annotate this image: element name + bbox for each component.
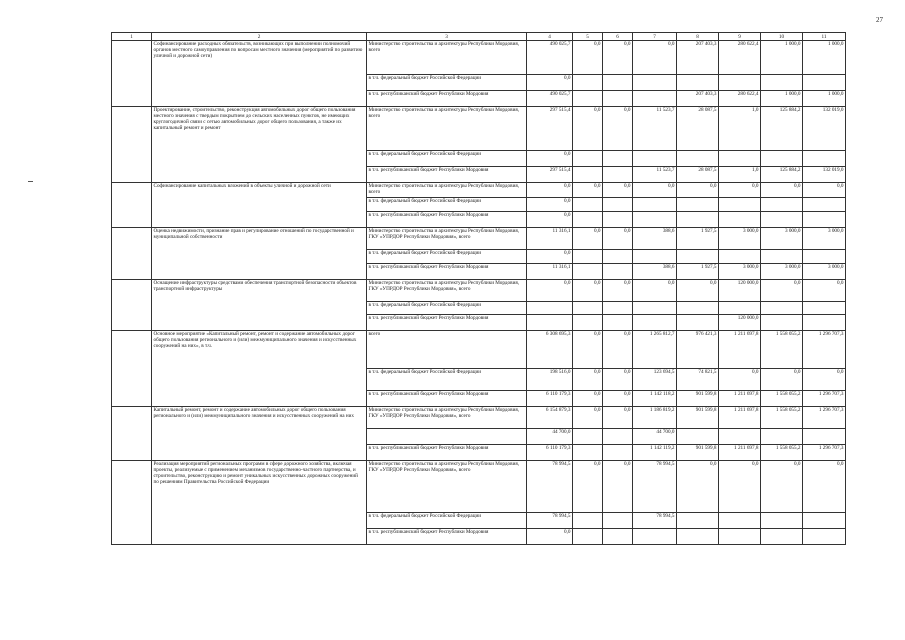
amount-cell — [677, 302, 719, 315]
amount-cell — [573, 75, 603, 91]
amount-cell: 1 000,0 — [803, 91, 846, 107]
amount-cell — [803, 151, 846, 167]
amount-cell: 297 515,4 — [527, 107, 573, 151]
funding-source: в т.ч. республиканский бюджет Республики Мордовия — [367, 445, 527, 461]
amount-cell: 28 087,5 — [677, 167, 719, 183]
column-number: 4 — [527, 33, 573, 41]
amount-cell: 28 087,5 — [677, 107, 719, 151]
amount-cell: 1 296 707,3 — [803, 407, 846, 429]
funding-source: в т.ч. республиканский бюджет Республики Мордовия — [367, 391, 527, 407]
amount-cell — [603, 75, 633, 91]
amount-cell: 78 994,5 — [633, 461, 677, 513]
funding-source: Министерство строительства и архитектуры Республики Мордовия, всего — [367, 107, 527, 151]
column-number: 8 — [677, 33, 719, 41]
amount-cell: 0,0 — [761, 183, 803, 198]
funding-source: в т.ч. федеральный бюджет Российской Федерации — [367, 250, 527, 264]
amount-cell: 297 515,4 — [527, 167, 573, 183]
amount-cell: 901 599,8 — [677, 445, 719, 461]
amount-cell — [677, 212, 719, 228]
amount-cell — [633, 302, 677, 315]
funding-source: в т.ч. федеральный бюджет Российской Федерации — [367, 302, 527, 315]
amount-cell: 1 296 707,3 — [803, 331, 846, 369]
row-index-cell — [112, 228, 152, 280]
amount-cell: 0,0 — [527, 183, 573, 198]
amount-cell — [573, 513, 603, 529]
activity-name: Софинансирование капитальных вложений в объекты уличной и дорожной сети — [152, 183, 367, 228]
amount-cell — [677, 529, 719, 545]
amount-cell: 1 000,0 — [803, 41, 846, 75]
column-number: 9 — [719, 33, 761, 41]
amount-cell: 0,0 — [677, 280, 719, 302]
amount-cell: 0,0 — [527, 151, 573, 167]
amount-cell — [573, 167, 603, 183]
amount-cell — [573, 91, 603, 107]
activity-name: Софинансирование расходных обязательств, возникающих при выполнении полномочий органов местного самоуправления по вопросам местного значения (мероприятий по развитию уличной и дорожной сети) — [152, 41, 367, 107]
activity-name: Капитальный ремонт, ремонт и содержание автомобильных дорог общего пользования регионального и (или) межмуниципального значения и искусственных сооружений на них — [152, 407, 367, 461]
amount-cell — [677, 151, 719, 167]
amount-cell: 6 110 179,3 — [527, 445, 573, 461]
margin-mark — [28, 181, 33, 182]
amount-cell: 0,0 — [603, 280, 633, 302]
activity-name: Проектирование, строительство, реконструкция автомобильных дорог общего пользования местного значения с твердым покрытием до сельских населенных пунктов, не имеющих круглогодичной связи с сетью автомобильных дорог общего пользования, а также их капитальный ремонт и ремонт — [152, 107, 367, 183]
amount-cell: 44 700,0 — [527, 429, 573, 445]
amount-cell: 388,6 — [633, 264, 677, 280]
funding-source: в т.ч. федеральный бюджет Российской Федерации — [367, 513, 527, 529]
amount-cell — [603, 302, 633, 315]
activity-name: Оценка недвижимости, признание прав и регулирование отношений по государственной и муниципальной собственности — [152, 228, 367, 280]
funding-source: в т.ч. федеральный бюджет Российской Федерации — [367, 75, 527, 91]
amount-cell — [633, 151, 677, 167]
amount-cell — [573, 212, 603, 228]
activity-name: Основное мероприятие «Капитальный ремонт, ремонт и содержание автомобильных дорог общего пользования регионального и (или) межмуниципального значения и искусственных сооружений на них», в т.ч. — [152, 331, 367, 407]
amount-cell: 1,0 — [719, 107, 761, 151]
amount-cell — [633, 315, 677, 331]
amount-cell: 74 821,5 — [677, 369, 719, 391]
amount-cell — [803, 198, 846, 212]
amount-cell — [633, 212, 677, 228]
amount-cell: 6 110 179,3 — [527, 391, 573, 407]
amount-cell: 78 994,5 — [633, 513, 677, 529]
funding-source: в т.ч. республиканский бюджет Республики Мордовия — [367, 315, 527, 331]
amount-cell — [603, 91, 633, 107]
amount-cell: 0,0 — [527, 75, 573, 91]
amount-cell — [803, 429, 846, 445]
amount-cell — [803, 513, 846, 529]
table-row — [112, 331, 846, 369]
amount-cell: 1 211 697,8 — [719, 331, 761, 369]
amount-cell — [677, 315, 719, 331]
amount-cell: 120 000,0 — [719, 280, 761, 302]
amount-cell: 1 186 819,2 — [633, 407, 677, 429]
amount-cell: 1 000,0 — [761, 41, 803, 75]
amount-cell: 132 019,0 — [803, 107, 846, 151]
amount-cell: 0,0 — [719, 183, 761, 198]
amount-cell: 0,0 — [803, 280, 846, 302]
amount-cell: 0,0 — [573, 331, 603, 369]
amount-cell: 0,0 — [603, 407, 633, 429]
amount-cell — [603, 264, 633, 280]
row-index-cell — [112, 280, 152, 331]
amount-cell: 0,0 — [573, 280, 603, 302]
amount-cell: 0,0 — [603, 331, 633, 369]
table-row — [112, 280, 846, 302]
amount-cell — [573, 302, 603, 315]
amount-cell: 0,0 — [603, 41, 633, 75]
budget-table — [111, 32, 846, 545]
amount-cell: 132 019,0 — [803, 167, 846, 183]
funding-source: в т.ч. федеральный бюджет Российской Федерации — [367, 151, 527, 167]
amount-cell: 1 000,0 — [761, 91, 803, 107]
amount-cell — [573, 151, 603, 167]
table-row — [112, 41, 846, 75]
row-index-cell — [112, 407, 152, 461]
amount-cell — [803, 529, 846, 545]
funding-source: Министерство строительства и архитектуры Республики Мордовия, всего — [367, 183, 527, 198]
amount-cell — [603, 529, 633, 545]
amount-cell — [603, 151, 633, 167]
amount-cell — [603, 315, 633, 331]
amount-cell: 1 558 055,2 — [761, 407, 803, 429]
amount-cell: 0,0 — [803, 183, 846, 198]
amount-cell: 490 025,7 — [527, 41, 573, 75]
amount-cell: 1 927,5 — [677, 228, 719, 250]
amount-cell — [803, 250, 846, 264]
column-number: 2 — [152, 33, 367, 41]
amount-cell: 976 421,3 — [677, 331, 719, 369]
amount-cell — [677, 429, 719, 445]
amount-cell: 6 308 695,3 — [527, 331, 573, 369]
funding-source: Министерство строительства и архитектуры Республики Мордовия, ГКУ «УПРДОР Республики Мордовия», всего — [367, 461, 527, 513]
amount-cell: 388,6 — [633, 228, 677, 250]
amount-cell: 0,0 — [603, 391, 633, 407]
amount-cell — [633, 250, 677, 264]
column-number: 3 — [367, 33, 527, 41]
column-number: 1 — [112, 33, 152, 41]
amount-cell: 1 211 697,8 — [719, 407, 761, 429]
page-number: 27 — [876, 16, 883, 24]
amount-cell: 1 296 707,3 — [803, 391, 846, 407]
amount-cell: 1 927,5 — [677, 264, 719, 280]
amount-cell — [761, 529, 803, 545]
amount-cell: 1 211 697,8 — [719, 445, 761, 461]
funding-source — [367, 429, 527, 445]
amount-cell: 0,0 — [633, 280, 677, 302]
amount-cell: 3 000,0 — [719, 228, 761, 250]
amount-cell — [761, 513, 803, 529]
amount-cell: 901 599,8 — [677, 407, 719, 429]
amount-cell — [633, 91, 677, 107]
funding-source: в т.ч. республиканский бюджет Республики Мордовия — [367, 167, 527, 183]
amount-cell: 3 000,0 — [761, 228, 803, 250]
amount-cell — [603, 250, 633, 264]
amount-cell: 0,0 — [573, 461, 603, 513]
amount-cell — [719, 198, 761, 212]
amount-cell: 0,0 — [761, 461, 803, 513]
table-row — [112, 107, 846, 151]
amount-cell — [633, 75, 677, 91]
amount-cell: 0,0 — [677, 183, 719, 198]
column-number: 6 — [603, 33, 633, 41]
amount-cell: 0,0 — [803, 369, 846, 391]
amount-cell: 6 154 879,3 — [527, 407, 573, 429]
amount-cell: 0,0 — [573, 183, 603, 198]
amount-cell: 120 000,0 — [719, 315, 761, 331]
amount-cell: 0,0 — [761, 369, 803, 391]
amount-cell — [719, 212, 761, 228]
activity-name: Оснащение инфраструктуры средствами обеспечения транспортной безопасности объектов транспортной инфраструктуры — [152, 280, 367, 331]
amount-cell: 0,0 — [573, 407, 603, 429]
table-row — [112, 407, 846, 429]
amount-cell: 1 265 812,7 — [633, 331, 677, 369]
row-index-cell — [112, 461, 152, 545]
funding-source: в т.ч. республиканский бюджет Республики Мордовия — [367, 529, 527, 545]
amount-cell: 3 000,0 — [719, 264, 761, 280]
amount-cell: 0,0 — [719, 369, 761, 391]
amount-cell: 11 523,7 — [633, 107, 677, 151]
amount-cell — [761, 302, 803, 315]
table-row — [112, 461, 846, 513]
amount-cell — [761, 212, 803, 228]
column-number: 11 — [803, 33, 846, 41]
amount-cell: 0,0 — [677, 461, 719, 513]
amount-cell: 0,0 — [603, 183, 633, 198]
amount-cell: 280 622,4 — [719, 41, 761, 75]
amount-cell: 0,0 — [761, 280, 803, 302]
amount-cell — [761, 198, 803, 212]
activity-name: Реализация мероприятий региональных программ в сфере дорожного хозяйства, включая проекты, реализуемые с применением механизмов государственно-частного партнерства, и строительство, реконструкцию и ремонт уникальных искусственных дорожных сооружений по решениям Правительства Российской Федерации — [152, 461, 367, 545]
amount-cell — [677, 75, 719, 91]
funding-source: всего — [367, 331, 527, 369]
row-index-cell — [112, 331, 152, 407]
amount-cell: 1 296 707,3 — [803, 445, 846, 461]
amount-cell — [633, 529, 677, 545]
amount-cell: 44 700,0 — [633, 429, 677, 445]
amount-cell: 1,0 — [719, 167, 761, 183]
amount-cell — [761, 250, 803, 264]
amount-cell — [719, 151, 761, 167]
amount-cell: 11 316,1 — [527, 264, 573, 280]
amount-cell: 1 142 119,2 — [633, 445, 677, 461]
row-index-cell — [112, 107, 152, 183]
amount-cell: 125 884,2 — [761, 107, 803, 151]
amount-cell — [761, 315, 803, 331]
funding-source: в т.ч. республиканский бюджет Республики Мордовия — [367, 91, 527, 107]
amount-cell: 1 558 055,2 — [761, 391, 803, 407]
amount-cell — [719, 250, 761, 264]
amount-cell: 1 211 697,8 — [719, 391, 761, 407]
amount-cell — [719, 302, 761, 315]
amount-cell — [761, 151, 803, 167]
amount-cell: 1 558 055,2 — [761, 445, 803, 461]
amount-cell: 901 599,8 — [677, 391, 719, 407]
column-number: 7 — [633, 33, 677, 41]
amount-cell — [803, 75, 846, 91]
row-index-cell — [112, 41, 152, 107]
amount-cell: 0,0 — [719, 461, 761, 513]
amount-cell: 0,0 — [633, 183, 677, 198]
amount-cell: 0,0 — [527, 250, 573, 264]
column-number: 10 — [761, 33, 803, 41]
amount-cell: 0,0 — [527, 529, 573, 545]
amount-cell: 1 558 055,2 — [761, 331, 803, 369]
amount-cell — [573, 529, 603, 545]
amount-cell — [677, 513, 719, 529]
amount-cell: 0,0 — [573, 228, 603, 250]
amount-cell: 11 316,1 — [527, 228, 573, 250]
amount-cell — [603, 445, 633, 461]
amount-cell: 280 622,4 — [719, 91, 761, 107]
amount-cell: 0,0 — [573, 41, 603, 75]
amount-cell: 3 000,0 — [761, 264, 803, 280]
amount-cell — [527, 302, 573, 315]
amount-cell — [573, 250, 603, 264]
amount-cell: 0,0 — [633, 41, 677, 75]
amount-cell — [603, 212, 633, 228]
amount-cell: 0,0 — [573, 391, 603, 407]
amount-cell: 490 025,7 — [527, 91, 573, 107]
amount-cell: 11 523,7 — [633, 167, 677, 183]
funding-source: Министерство строительства и архитектуры Республики Мордовия, ГКУ «УПРДОР Республики Мордовия», всего — [367, 280, 527, 302]
funding-source: Министерство строительства и архитектуры Республики Мордовия, ГКУ «УПРДОР Республики Мордовия», всего — [367, 228, 527, 250]
amount-cell: 0,0 — [527, 212, 573, 228]
amount-cell — [761, 75, 803, 91]
row-index-cell — [112, 183, 152, 228]
amount-cell — [573, 315, 603, 331]
amount-cell: 3 000,0 — [803, 228, 846, 250]
amount-cell — [803, 212, 846, 228]
amount-cell: 0,0 — [573, 369, 603, 391]
amount-cell — [719, 429, 761, 445]
amount-cell — [719, 513, 761, 529]
amount-cell: 0,0 — [603, 369, 633, 391]
amount-cell: 125 884,2 — [761, 167, 803, 183]
amount-cell — [603, 198, 633, 212]
funding-source: в т.ч. федеральный бюджет Российской Федерации — [367, 369, 527, 391]
amount-cell — [633, 198, 677, 212]
amount-cell: 0,0 — [573, 107, 603, 151]
column-number: 5 — [573, 33, 603, 41]
amount-cell — [677, 198, 719, 212]
header-row — [112, 33, 846, 41]
amount-cell — [719, 529, 761, 545]
amount-cell — [573, 264, 603, 280]
funding-source: в т.ч. республиканский бюджет Республики Мордовия — [367, 264, 527, 280]
funding-source: Министерство строительства и архитектуры Республики Мордовия, всего — [367, 41, 527, 75]
amount-cell — [527, 315, 573, 331]
amount-cell — [573, 198, 603, 212]
table-row — [112, 228, 846, 250]
amount-cell: 78 994,5 — [527, 461, 573, 513]
amount-cell — [603, 429, 633, 445]
amount-cell: 0,0 — [603, 228, 633, 250]
amount-cell: 207 403,3 — [677, 41, 719, 75]
table-row — [112, 183, 846, 198]
amount-cell: 0,0 — [803, 461, 846, 513]
amount-cell — [803, 315, 846, 331]
amount-cell: 0,0 — [527, 198, 573, 212]
amount-cell — [803, 302, 846, 315]
amount-cell: 3 000,0 — [803, 264, 846, 280]
funding-source: в т.ч. республиканский бюджет Республики Мордовия — [367, 212, 527, 228]
amount-cell: 0,0 — [527, 280, 573, 302]
amount-cell — [677, 250, 719, 264]
amount-cell: 78 994,5 — [527, 513, 573, 529]
amount-cell: 198 516,0 — [527, 369, 573, 391]
amount-cell — [573, 429, 603, 445]
amount-cell: 123 694,5 — [633, 369, 677, 391]
amount-cell: 0,0 — [603, 461, 633, 513]
amount-cell — [603, 167, 633, 183]
funding-source: Министерство строительства и архитектуры Республики Мордовия, ГКУ «УПРДОР Республики Мордовия», всего — [367, 407, 527, 429]
amount-cell — [573, 445, 603, 461]
funding-source: в т.ч. федеральный бюджет Российской Федерации — [367, 198, 527, 212]
amount-cell: 0,0 — [603, 107, 633, 151]
amount-cell: 207 403,3 — [677, 91, 719, 107]
amount-cell — [603, 513, 633, 529]
amount-cell — [761, 429, 803, 445]
amount-cell — [719, 75, 761, 91]
amount-cell: 1 142 118,2 — [633, 391, 677, 407]
